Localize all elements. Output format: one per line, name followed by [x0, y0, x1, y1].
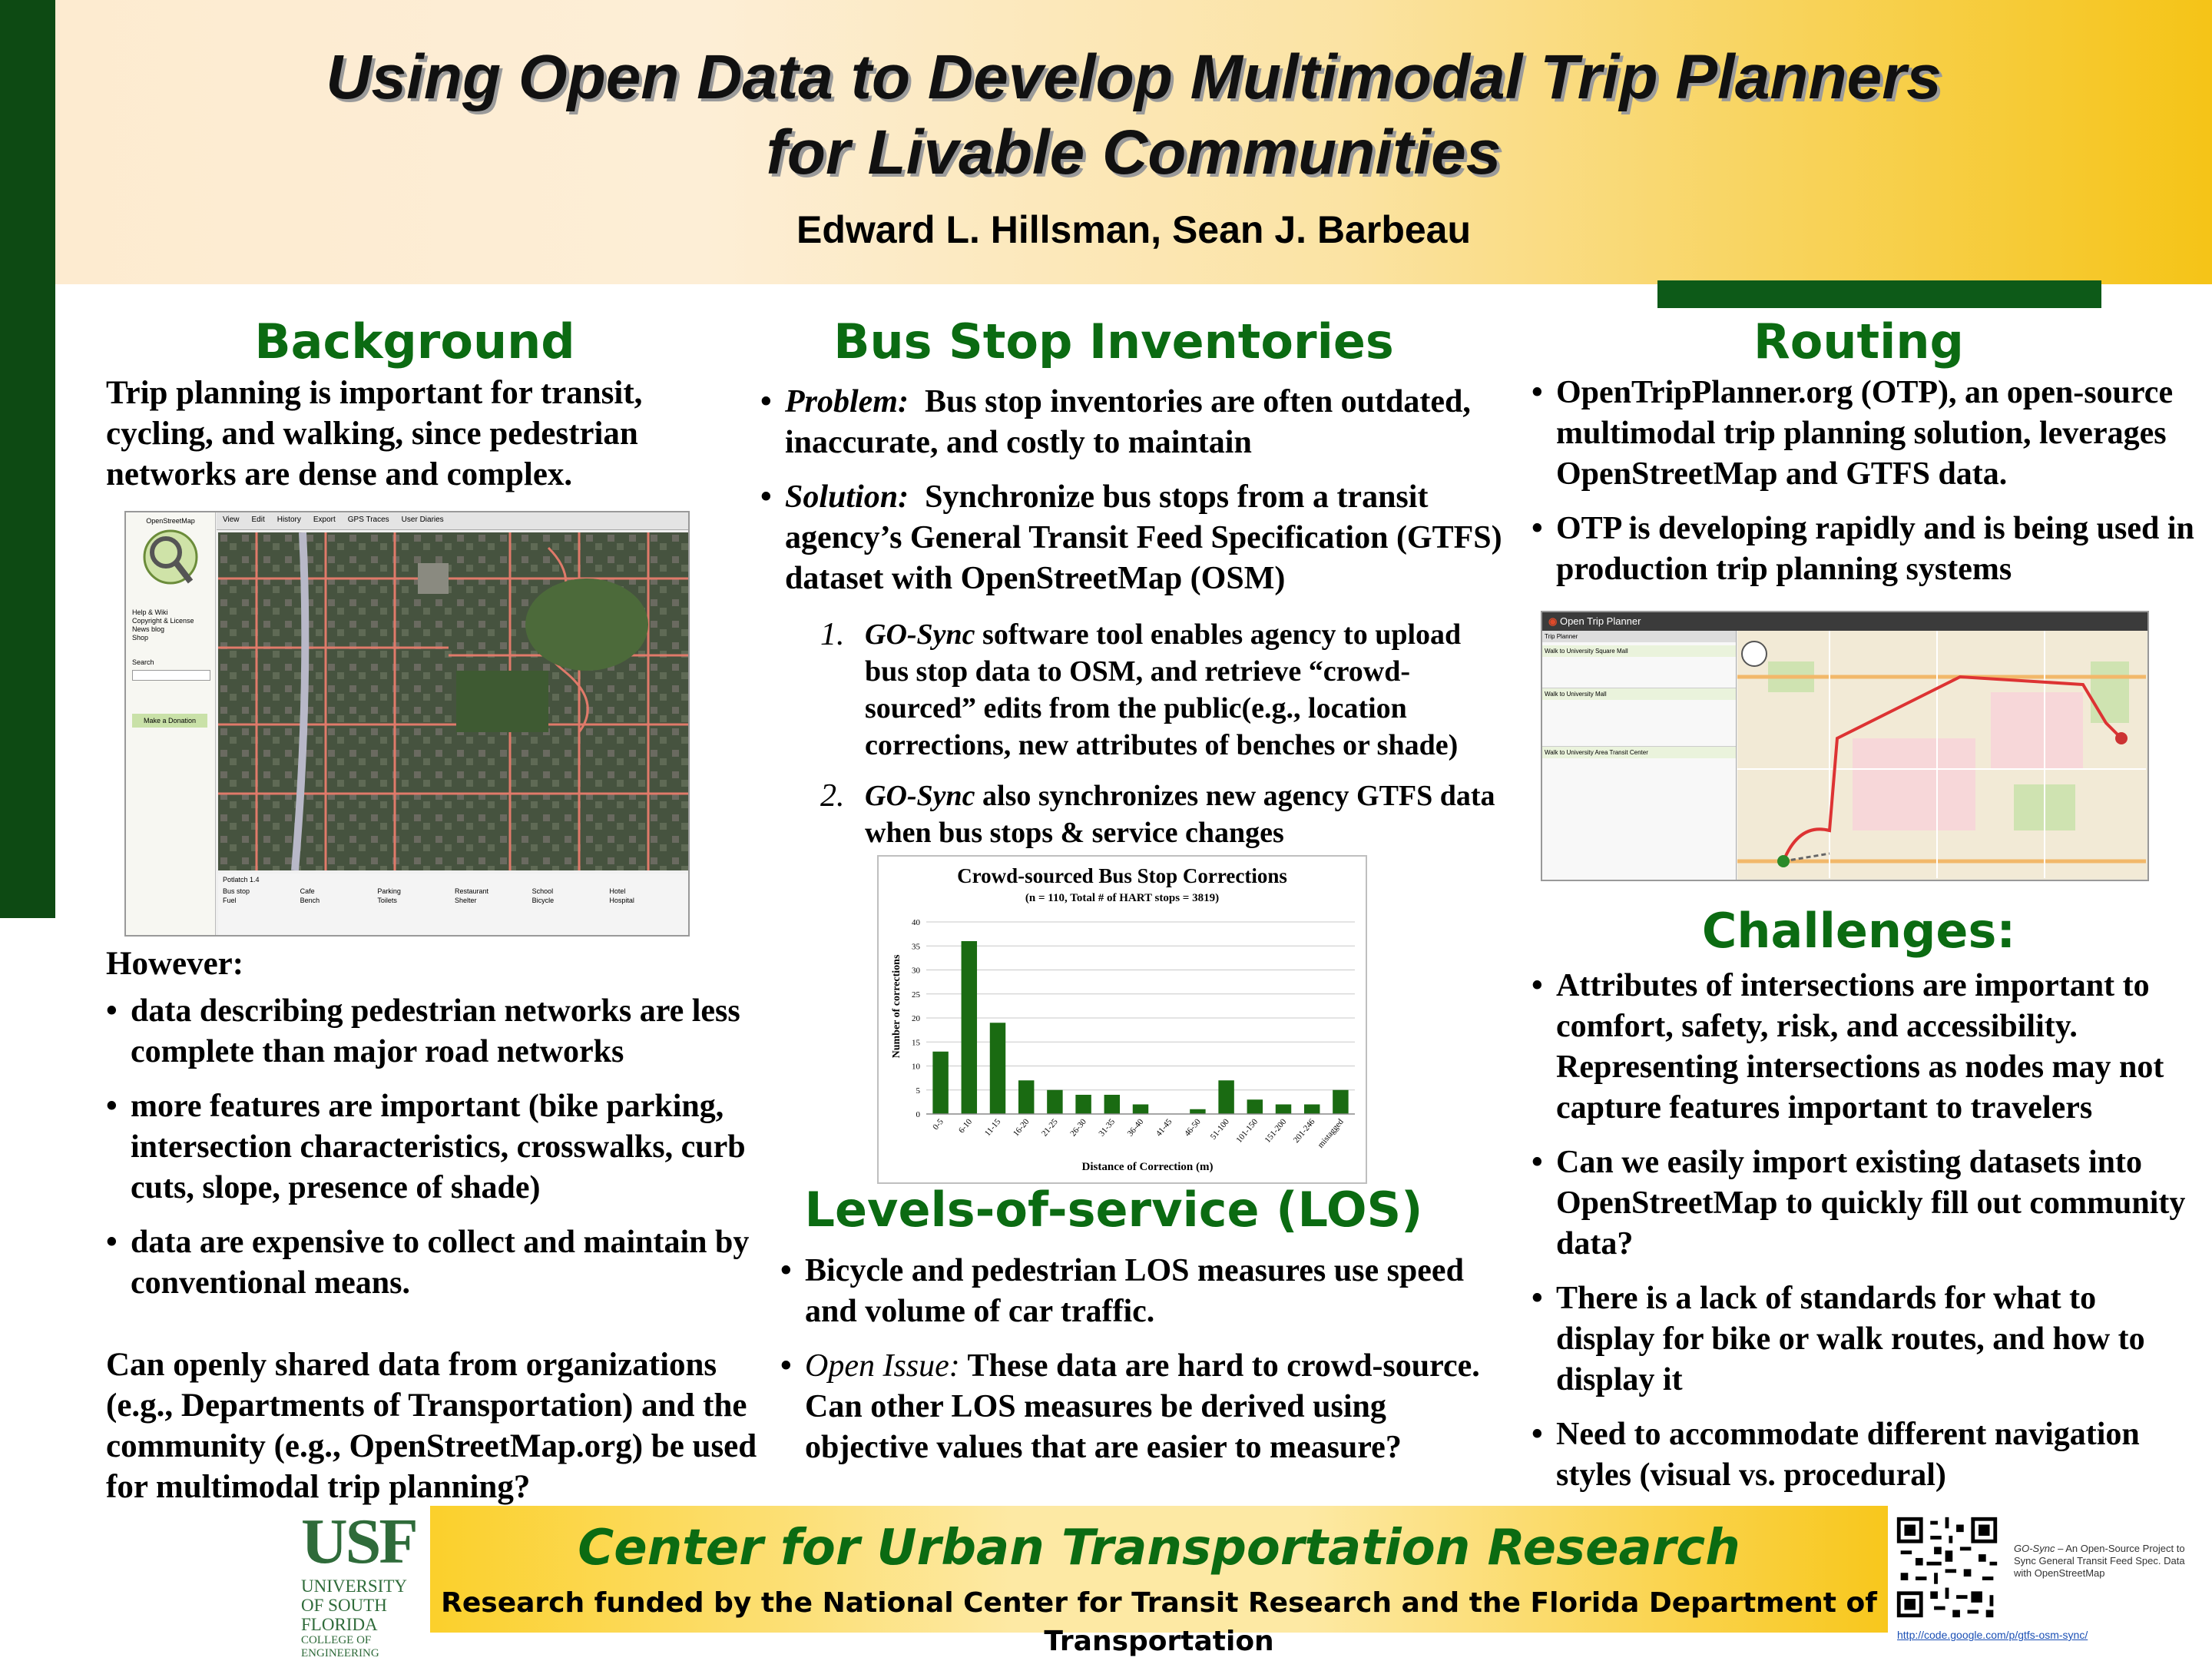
qr-url-link[interactable]: http://code.google.com/p/gtfs-osm-sync/ [1897, 1629, 2088, 1641]
chart-bar-151-200 [1276, 1105, 1291, 1115]
chart-x-tick-label: 41-45 [1154, 1117, 1174, 1139]
title-line-1: Using Open Data to Develop Multimodal Trip Planners [326, 42, 1942, 112]
bus-stop-bullets [760, 382, 1513, 613]
legend-item: Restaurant [454, 887, 489, 895]
usf-name: UNIVERSITY OF SOUTH FLORIDA [301, 1576, 407, 1634]
qr-caption [2014, 1543, 2198, 1580]
chart-x-tick-label: 11-15 [982, 1117, 1003, 1139]
chart-x-tick-label: 26-30 [1068, 1117, 1088, 1139]
chart-y-tick-label: 25 [912, 990, 920, 1000]
funding-note: Research funded by the National Center for Transit Research and the Florida Department of Transportation [441, 1587, 1877, 1657]
osm-aerial-map[interactable] [218, 532, 688, 870]
legend-item: Parking [377, 887, 401, 895]
osm-tab[interactable]: View [223, 516, 240, 524]
osm-side-links[interactable]: Help & Wiki Copyright & License News blog Shop [132, 608, 194, 642]
background-intro: Trip planning is important for transit, cycling, and walking, since pedestrian networks are dense and complex. [106, 375, 643, 492]
item-number: 1. [820, 617, 845, 652]
solution-bullet [760, 477, 1513, 599]
background-question: Can openly shared data from organizations (e.g., Departments of Transportation) and the community (e.g., OpenStreetMap.org) be used for multimodal trip planning? [106, 1347, 757, 1505]
osm-tab[interactable]: GPS Traces [347, 516, 389, 524]
problem-text: Bus stop inventories are often outdated, inaccurate, and costly to maintain [785, 384, 1471, 460]
chart-bars [926, 941, 1355, 1114]
background-bullet: • more features are important (bike parking, intersection characteristics, crosswalks, curb cuts, slope, presence of shade) [106, 1086, 751, 1208]
chart-x-tick-label: 151-200 [1263, 1117, 1289, 1145]
background-bullets [106, 991, 751, 1318]
chart-bar-101-150 [1247, 1099, 1263, 1114]
qr-caption-name: GO-Sync [2014, 1543, 2055, 1554]
chart-y-tick-label: 10 [912, 1062, 920, 1072]
usf-logo [301, 1506, 430, 1659]
osm-screenshot [124, 511, 690, 937]
however-label: However: [106, 946, 244, 982]
routing-bullet: • OTP is developing rapidly and is being used in production trip planning systems [1532, 509, 2200, 590]
solution-text: Synchronize bus stops from a transit agency’s General Transit Feed Specification (GTFS) dataset with OpenStreetMap (OSM) [785, 479, 1502, 596]
tool-name: GO-Sync [865, 618, 975, 651]
routing-bullets [1532, 373, 2200, 604]
legend-item: Cafe [300, 887, 315, 895]
osm-tab[interactable]: Edit [251, 516, 265, 524]
otp-title-bar [1542, 612, 2147, 631]
chart-x-tick-label: 31-35 [1097, 1117, 1118, 1139]
chart-y-label: Number of corrections [891, 954, 902, 1059]
osm-search-label: Search [132, 658, 154, 666]
osm-logo-icon [126, 512, 215, 597]
osm-tab[interactable]: User Diaries [401, 516, 444, 524]
open-issue-text: These data are hard to crowd-source. Can other LOS measures be derived using objective values that are easier to measure? [805, 1348, 1480, 1465]
chart-bar-201-246 [1304, 1105, 1320, 1115]
go-sync-list [820, 616, 1512, 865]
qr-code-icon[interactable] [1893, 1513, 2001, 1621]
osm-search-input[interactable] [132, 670, 210, 681]
legend-item: Toilets [377, 897, 397, 904]
chart-bar-51-100 [1218, 1080, 1233, 1114]
chart-x-tick-label: mistagged [1316, 1117, 1346, 1150]
legend-item: Hospital [609, 897, 634, 904]
chart-x-tick-label: 16-20 [1011, 1117, 1031, 1139]
chart-x-tick-label: 36-40 [1125, 1117, 1146, 1139]
legend-item: School [531, 887, 554, 895]
otp-step[interactable]: Walk to University Mall [1542, 688, 1736, 700]
open-issue-bullet [780, 1346, 1518, 1468]
solution-label: Solution: [785, 479, 909, 515]
legend-item: Shelter [454, 897, 477, 904]
legend-item: Bicycle [531, 897, 555, 904]
problem-bullet [760, 382, 1513, 463]
los-bullet: • Bicycle and pedestrian LOS measures use speed and volume of car traffic. [780, 1251, 1518, 1332]
chart-y-ticks [912, 918, 921, 1119]
chart-x-tick-label: 201-246 [1291, 1117, 1317, 1145]
chart-bar-mistagged [1333, 1090, 1348, 1114]
challenges-bullets [1532, 966, 2200, 1510]
osm-sidebar [126, 512, 216, 935]
otp-logo-icon: ◉ [1548, 615, 1560, 627]
background-bullet: • data describing pedestrian networks are less complete than major road networks [106, 991, 751, 1073]
chart-bar-31-35 [1104, 1095, 1120, 1114]
otp-map-drawing [1737, 631, 2146, 878]
item-number: 2. [820, 778, 845, 814]
background-bullet: • data are expensive to collect and maintain by conventional means. [106, 1222, 751, 1304]
chart-bar-11-15 [990, 1023, 1005, 1114]
chart-x-tick-label: 51-100 [1208, 1117, 1231, 1142]
go-sync-item [820, 777, 1512, 851]
chart-subtitle: (n = 110, Total # of HART stops = 3819) [1025, 892, 1220, 904]
osm-map-drawing [218, 532, 688, 870]
item-text: also synchronizes new agency GTFS data when bus stops & service changes [865, 780, 1495, 849]
los-bullets [780, 1251, 1518, 1482]
chart-x-tick-label: 6-10 [956, 1117, 975, 1136]
osm-tabs [217, 512, 688, 530]
tool-name: GO-Sync [865, 780, 975, 812]
chart-x-tick-label: 0-5 [931, 1117, 945, 1132]
poster-title [55, 40, 2212, 191]
right-green-bar [1657, 280, 2101, 308]
chart-bar-16-20 [1018, 1080, 1034, 1114]
usf-logo-letters: USF [301, 1506, 416, 1577]
center-name: Center for Urban Transportation Research [578, 1520, 1740, 1576]
usf-college: COLLEGE OF ENGINEERING [301, 1634, 379, 1659]
chart-x-tick-label: 101-150 [1234, 1117, 1260, 1145]
osm-legend-title: Potlatch 1.4 [223, 876, 260, 884]
otp-panel-title: Trip Planner [1542, 631, 1736, 642]
otp-trip-panel [1542, 631, 1737, 880]
routing-heading: Routing [1753, 313, 1964, 370]
otp-app-title: Open Trip Planner [1559, 615, 1641, 627]
otp-step[interactable]: Walk to University Square Mall [1542, 645, 1736, 657]
go-sync-item [820, 616, 1512, 764]
osm-legend [218, 874, 688, 935]
legend-item: Bench [300, 897, 320, 904]
bus-stop-heading: Bus Stop Inventories [833, 313, 1394, 370]
chart-y-tick-label: 0 [916, 1110, 920, 1119]
otp-map[interactable] [1737, 631, 2147, 880]
chart-y-tick-label: 5 [916, 1086, 920, 1096]
qr-caption-text: – An Open-Source Project to Sync General Transit Feed Spec. Data with OpenStreetMap [2014, 1543, 2185, 1579]
chart-bar-0-5 [932, 1052, 948, 1114]
chart-x-ticks [931, 1117, 1346, 1150]
challenge-bullet: • Can we easily import existing datasets into OpenStreetMap to quickly fill out community data? [1532, 1142, 2200, 1265]
legend-item: Fuel [223, 897, 237, 904]
challenge-bullet: • Attributes of intersections are important to comfort, safety, risk, and accessibility. Representing intersections as nodes may not capture features important to travelers [1532, 966, 2200, 1129]
challenge-bullet: • Need to accommodate different navigation styles (visual vs. procedural) [1532, 1414, 2200, 1496]
left-green-bar [0, 0, 55, 918]
chart-bar-6-10 [962, 941, 977, 1114]
title-line-2: for Livable Communities [766, 118, 1502, 187]
chart-x-tick-label: 21-25 [1040, 1117, 1060, 1139]
osm-donate-button[interactable]: Make a Donation [132, 714, 207, 728]
chart-x-tick-label: 46-50 [1183, 1117, 1203, 1139]
legend-item: Bus stop [223, 887, 250, 895]
osm-tab[interactable]: Export [313, 516, 336, 524]
chart-bar-26-30 [1075, 1095, 1091, 1114]
chart-title: Crowd-sourced Bus Stop Corrections [957, 864, 1287, 887]
legend-item: Hotel [609, 887, 626, 895]
chart-bar-21-25 [1047, 1090, 1062, 1114]
challenges-heading: Challenges: [1701, 903, 2016, 959]
otp-step[interactable]: Walk to University Area Transit Center [1542, 747, 1736, 758]
chart-bar-36-40 [1133, 1105, 1148, 1115]
challenge-bullet: • There is a lack of standards for what to display for bike or walk routes, and how to display it [1532, 1278, 2200, 1401]
bus-stop-corrections-chart [877, 855, 1367, 1184]
chart-y-tick-label: 15 [912, 1038, 920, 1048]
los-heading: Levels-of-service (LOS) [804, 1182, 1423, 1238]
chart-x-label: Distance of Correction (m) [1081, 1161, 1214, 1173]
open-issue-label: Open Issue: [805, 1348, 960, 1384]
chart-canvas [879, 857, 1366, 1182]
otp-screenshot [1541, 611, 2149, 881]
background-heading: Background [254, 313, 575, 370]
chart-y-tick-label: 20 [912, 1014, 920, 1023]
authors: Edward L. Hillsman, Sean J. Barbeau [796, 208, 1472, 251]
chart-y-tick-label: 35 [912, 942, 920, 952]
item-text: software tool enables agency to upload bus stop data to OSM, and retrieve “crowd-sourced” edits from the public(e.g., location corrections, new attributes of benches or shade) [865, 618, 1462, 761]
chart-bar-46-50 [1190, 1109, 1205, 1114]
osm-logo-text: OpenStreetMap [146, 517, 195, 525]
problem-label: Problem: [785, 384, 909, 419]
routing-bullet: • OpenTripPlanner.org (OTP), an open-source multimodal trip planning solution, leverages OpenStreetMap and GTFS data. [1532, 373, 2200, 495]
chart-y-tick-label: 30 [912, 966, 920, 976]
osm-tab[interactable]: History [276, 516, 301, 524]
chart-y-tick-label: 40 [912, 918, 920, 927]
